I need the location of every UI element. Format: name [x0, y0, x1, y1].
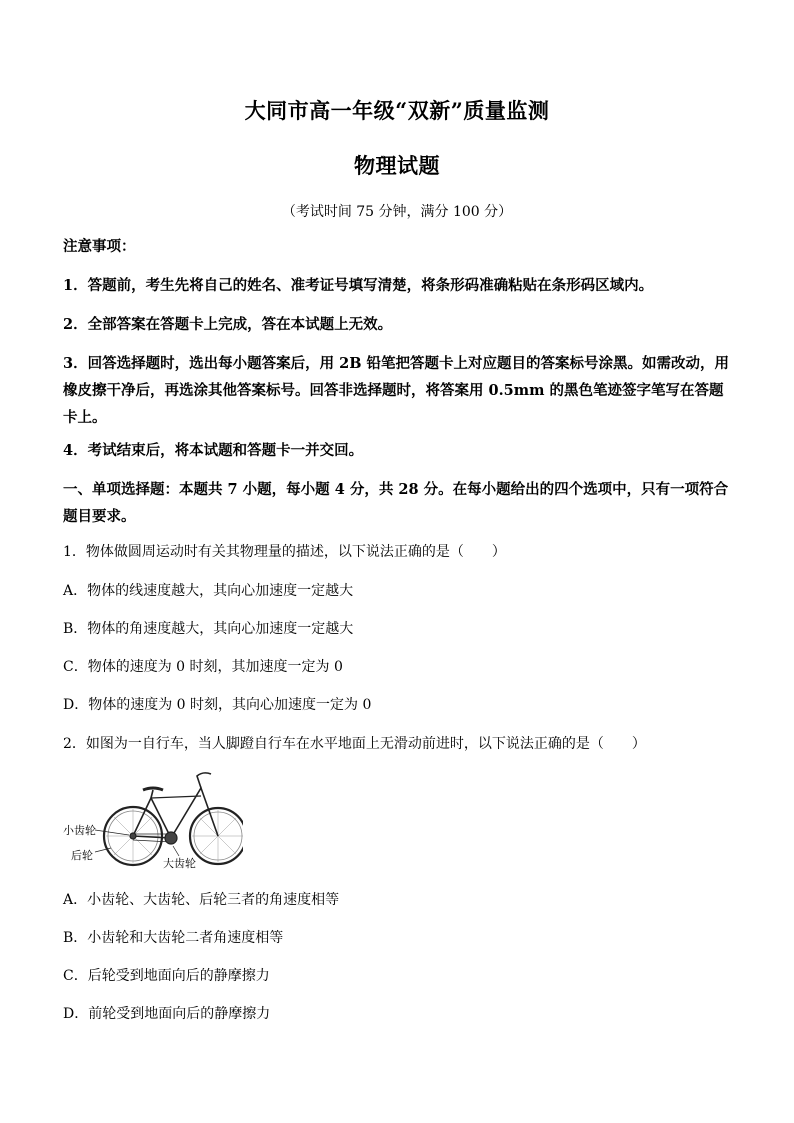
- question-1-option-d: D．物体的速度为 0 时刻，其向心加速度一定为 0: [63, 697, 372, 713]
- exam-info: （考试时间 75 分钟，满分 100 分）: [281, 204, 513, 220]
- notice-item-3: 3．回答选择题时，选出每小题答案后，用 2B 铅笔把答题卡上对应题目的答案标号涂黑。如需改动，用橡皮擦干净后，再选涂其他答案标号。回答非选择题时，将答案用 0.5mm 的黑色笔迹签字笔写在答题卡上。: [63, 355, 730, 426]
- question-1-option-c: C．物体的速度为 0 时刻，其加速度一定为 0: [63, 659, 343, 675]
- question-2-option-d: D．前轮受到地面向后的静摩擦力: [63, 1006, 271, 1022]
- question-1-option-b: B．物体的角速度越大，其向心加速度一定越大: [63, 621, 354, 637]
- notice-item-1: 1．答题前，考生先将自己的姓名、准考证号填写清楚，将条形码准确粘贴在条形码区域内。: [63, 277, 654, 294]
- notice-item-4: 4．考试结束后，将本试题和答题卡一并交回。: [63, 442, 364, 459]
- notice-heading: 注意事项：: [63, 238, 136, 255]
- notice-item-2: 2．全部答案在答题卡上完成，答在本试题上无效。: [63, 316, 393, 333]
- label-rear-wheel: 后轮: [71, 849, 93, 862]
- question-1-option-a: A．物体的线速度越大，其向心加速度一定越大: [63, 583, 354, 599]
- bicycle-figure: [63, 768, 243, 873]
- question-2-option-b: B．小齿轮和大齿轮二者角速度相等: [63, 930, 284, 946]
- question-2-stem: 2．如图为一自行车，当人脚蹬自行车在水平地面上无滑动前进时，以下说法正确的是（ ）: [63, 736, 646, 752]
- page-title: 大同市高一年级“双新”质量监测: [244, 98, 550, 123]
- subject-title: 物理试题: [354, 153, 440, 178]
- question-2-option-a: A．小齿轮、大齿轮、后轮三者的角速度相等: [63, 892, 340, 908]
- question-2-option-c: C．后轮受到地面向后的静摩擦力: [63, 968, 270, 984]
- label-small-gear: 小齿轮: [63, 824, 96, 837]
- question-1-stem: 1．物体做圆周运动时有关其物理量的描述，以下说法正确的是（ ）: [63, 544, 506, 560]
- label-big-gear: 大齿轮: [163, 857, 196, 870]
- section-heading: 一、单项选择题：本题共 7 小题，每小题 4 分，共 28 分。在每小题给出的四个选项中，只有一项符合题目要求。: [63, 481, 729, 525]
